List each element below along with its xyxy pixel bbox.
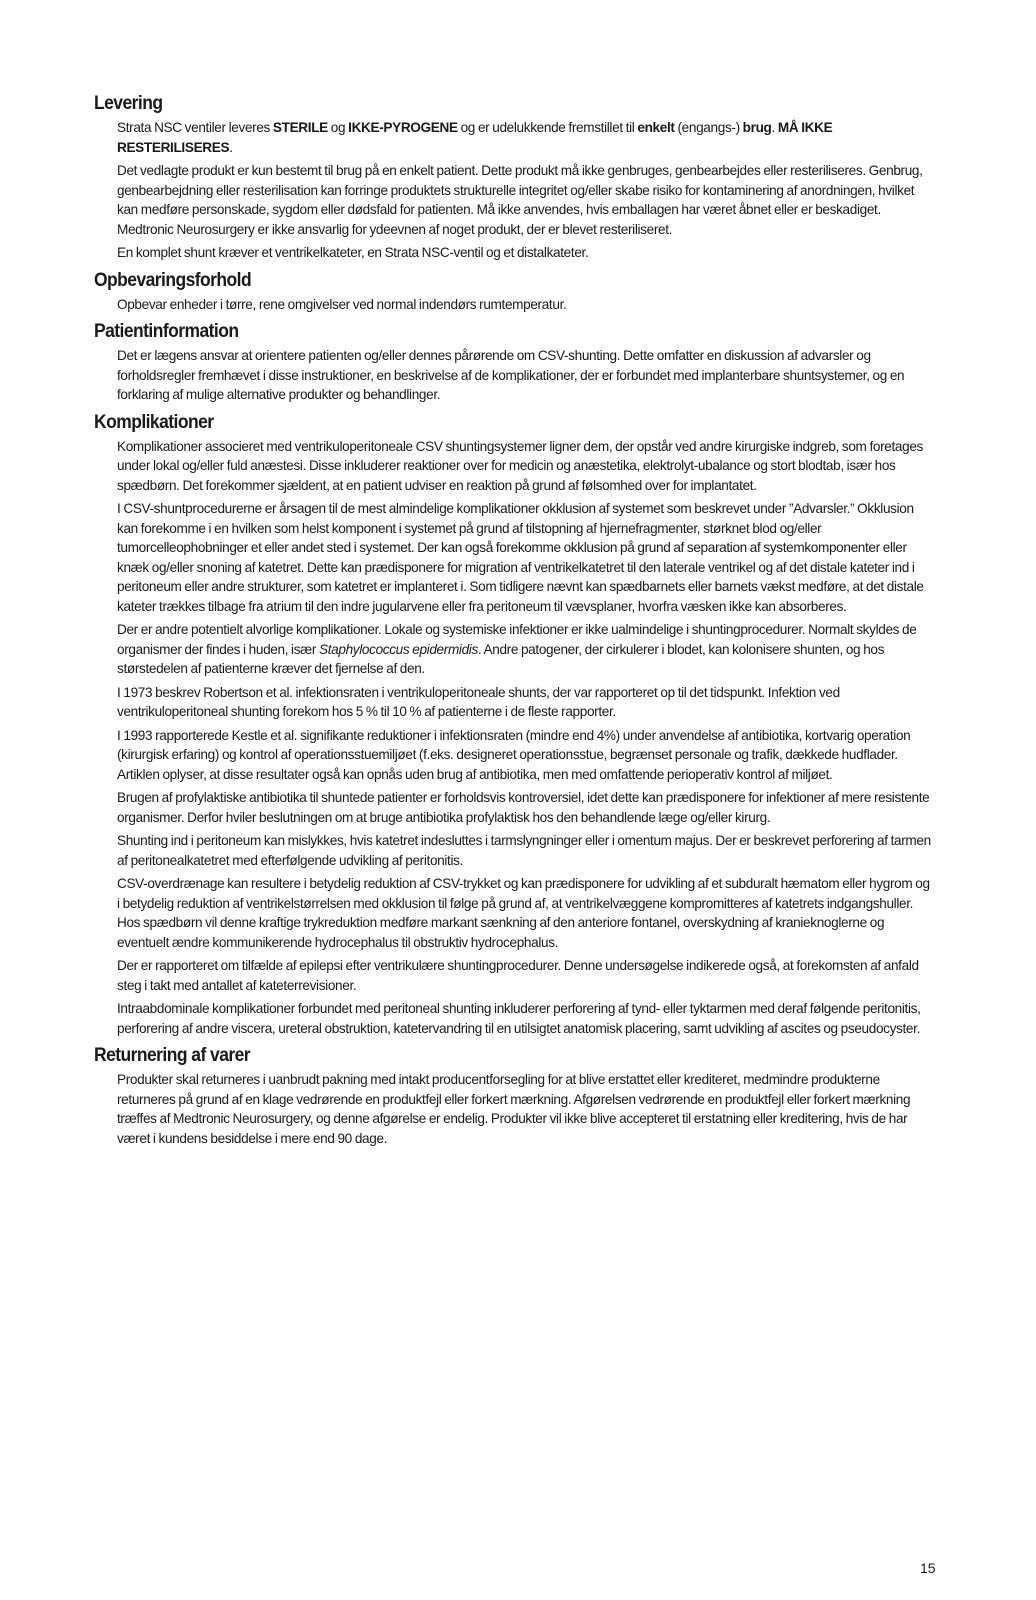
section-patientinformation — [94, 320, 936, 405]
page-number: 15 — [920, 1560, 936, 1576]
paragraph: Intraabdominale komplikationer forbundet med peritoneal shunting inkluderer perforering af tynd- eller tyktarmen med deraf følgende peritonitis, perforering af andre viscera, ureteral obstruktion, katetervandring til en utilsigtet anatomisk placering, samt udvikling af ascites og pseudocyster. — [117, 1001, 921, 1036]
section-body-returnering — [117, 1070, 935, 1148]
paragraph: Brugen af profylaktiske antibiotika til shuntede patienter er forholdsvis kontroversiel, idet dette kan prædisponere for infektioner af mere resistente organismer. Derfor hviler beslutningen om at bruge antibiotika profylaktisk hos den behandlende læge og/eller kirurg. — [117, 790, 930, 825]
section-heading-levering: Levering — [94, 93, 163, 114]
emphasis-sterile: STERILE — [272, 120, 328, 135]
paragraph: I 1993 rapporterede Kestle et al. signifikante reduktioner i infektionsraten (mindre end 4%) under anvendelse af antibiotika, kortvarig operation (kirurgisk erfaring) og kontrol af operationsstuemiljøet (f.eks. designeret operationsstue, begrænset personale og trafik, dækkede hudflader. Artiklen oplyser, at disse resultater også kan opnås uden brug af antibiotika, men med omfattende perioperativ kontrol af miljøet. — [117, 727, 911, 782]
paragraph: Der er andre potentielt alvorlige komplikationer. Lokale og systemiske infektioner er ikke ualmindelige i shuntingprocedurer. Normalt skyldes de organismer der findes i huden, især Staphylococcus epidermidis. Andre patogener, der cirkulerer i blodet, kan kolonisere shunten, og hos størstedelen af patienterne kræver det fjernelse af den. — [117, 622, 917, 676]
paragraph: Der er rapporteret om tilfælde af epilepsi efter ventrikulære shuntingprocedurer. Denne undersøgelse indikerede også, at forekomsten af anfald steg i takt med antallet af kateterrevisioner. — [117, 958, 919, 993]
section-body-patientinformation — [117, 346, 935, 405]
section-heading-komplikationer: Komplikationer — [94, 411, 214, 433]
section-komplikationer — [94, 411, 936, 1039]
section-opbevaringsforhold — [94, 269, 936, 315]
paragraph: Det vedlagte produkt er kun bestemt til brug på en enkelt patient. Dette produkt må ikke genbruges, genbearbejdes eller resteriliseres. Genbrug, genbearbejdning eller resterilisation kan forringe produktets strukturelle integritet og/eller skabe risiko for kontaminering af anordningen, hvilket kan medføre personskade, sygdom eller dødsfald for patienten. Må ikke anvendes, hvis emballagen har været åbnet eller er beskadiget. Medtronic Neurosurgery er ikke ansvarlig for ydeevnen af noget produkt, der er blevet resteriliseret. — [117, 163, 923, 237]
section-heading-returnering: Returnering af varer — [94, 1045, 251, 1066]
species-name: Staphylococcus epidermidis — [319, 641, 478, 657]
emphasis-ikke-pyrogene: IKKE-PYROGENE — [348, 120, 458, 135]
paragraph: I 1973 beskrev Robertson et al. infektionsraten i ventrikuloperitoneale shunts, der var rapporteret op til det tidspunkt. Infektion ved ventrikuloperitoneal shunting forekom hos 5 % til 10 % af patienterne i de fleste rapporter. — [117, 684, 840, 719]
paragraph: Opbevar enheder i tørre, rene omgivelser ved normal indendørs rumtemperatur. — [117, 296, 567, 312]
section-heading-patientinformation: Patientinformation — [94, 321, 239, 342]
paragraph: I CSV-shuntprocedurerne er årsagen til de mest almindelige komplikationer okklusion af systemet som beskrevet under ”Advarsler.” Okklusion kan forekomme i en hvilken som helst komponent i systemet på grund af tilstopning af hjernefragmenter, størknet blod og/eller tumorcelleophobninger et eller andet sted i systemet. Der kan også forekomme okklusion på grund af separation af systemkomponenter eller knæk og/eller snoning af katetret. Dette kan prædisponere for migration af ventrikelkatetret til den laterale ventrikel og af det distale kateter ind i peritoneum eller andre strukturer, som katetret er implanteret i. Som tidligere nævnt kan spædbarnets eller barnets vækst medføre, at det distale kateter trækkes tilbage fra atrium til den indre jugularvene eller fra peritoneum til vævsplaner, hvorfra væsken ikke kan absorberes. — [117, 501, 924, 614]
section-heading-opbevaringsforhold: Opbevaringsforhold — [94, 269, 252, 291]
paragraph: Komplikationer associeret med ventrikuloperitoneale CSV shuntingsystemer ligner dem, der opstår ved andre kirurgiske indgreb, som foretages under lokal og/eller fuld anæstesi. Disse inkluderer reaktioner over for medicin og anæstetika, elektrolyt-ubalance og stort blodtab, især hos spædbørn. Det forekommer sjældent, at en patient udviser en reaktion på grund af følsomhed over for implantatet. — [117, 438, 923, 493]
section-levering — [94, 92, 936, 263]
section-body-komplikationer — [117, 437, 935, 1039]
paragraph: En komplet shunt kræver et ventrikelkateter, en Strata NSC-ventil og et distalkateter. — [117, 245, 589, 260]
emphasis-enkelt: enkelt — [637, 120, 675, 135]
document-page — [94, 92, 936, 1152]
paragraph: Shunting ind i peritoneum kan mislykkes, hvis katetret indesluttes i tarmslyngninger eller i omentum majus. Der er beskrevet perforering af tarmen af peritonealkatetret med efterfølgende udvikling af peritonitis. — [117, 833, 931, 868]
paragraph: Strata NSC ventiler leveres STERILE og IKKE-PYROGENE og er udelukkende fremstillet til enkelt (engangs-) brug. MÅ IKKE RESTERILISERES. — [117, 120, 833, 155]
emphasis-ma-ikke-resteriliseres: MÅ IKKE RESTERILISERES — [117, 120, 833, 155]
emphasis-brug: brug — [742, 120, 772, 135]
paragraph: Produkter skal returneres i uanbrudt pakning med intakt producentforsegling for at blive erstattet eller krediteret, medmindre produkterne returneres på grund af en klage vedrørende en produktfejl eller forkert mærkning. Afgørelsen vedrørende en produktfejl eller forkert mærkning træffes af Medtronic Neurosurgery, og denne afgørelse er endelig. Produkter vil ikke blive accepteret til erstatning eller kreditering, hvis de har været i kundens besiddelse i mere end 90 dage. — [117, 1072, 911, 1146]
section-body-opbevaringsforhold — [117, 295, 935, 315]
paragraph: CSV-overdrænage kan resultere i betydelig reduktion af CSV-trykket og kan prædisponere for udvikling af et subduralt hæmatom eller hygrom og i betydelig reduktion af ventrikelstørrelsen med okklusion til følge på grund af, at ventrikelvæggene kompromitteres af katetrets indgangshuller. Hos spædbørn vil denne kraftige trykreduktion medføre markant sænkning af den anteriore fontanel, overskydning af kranieknoglerne og eventuelt ændre kommunikerende hydrocephalus til obstruktiv hydrocephalus. — [117, 876, 930, 950]
section-body-levering — [117, 118, 935, 263]
paragraph: Det er lægens ansvar at orientere patienten og/eller dennes pårørende om CSV-shunting. Dette omfatter en diskussion af advarsler og forholdsregler fremhævet i disse instruktioner, en beskrivelse af de komplikationer, der er forbundet med implanterbare shuntsystemer, og en forklaring af mulige alternative produkter og behandlinger. — [117, 348, 905, 402]
section-returnering — [94, 1044, 936, 1148]
